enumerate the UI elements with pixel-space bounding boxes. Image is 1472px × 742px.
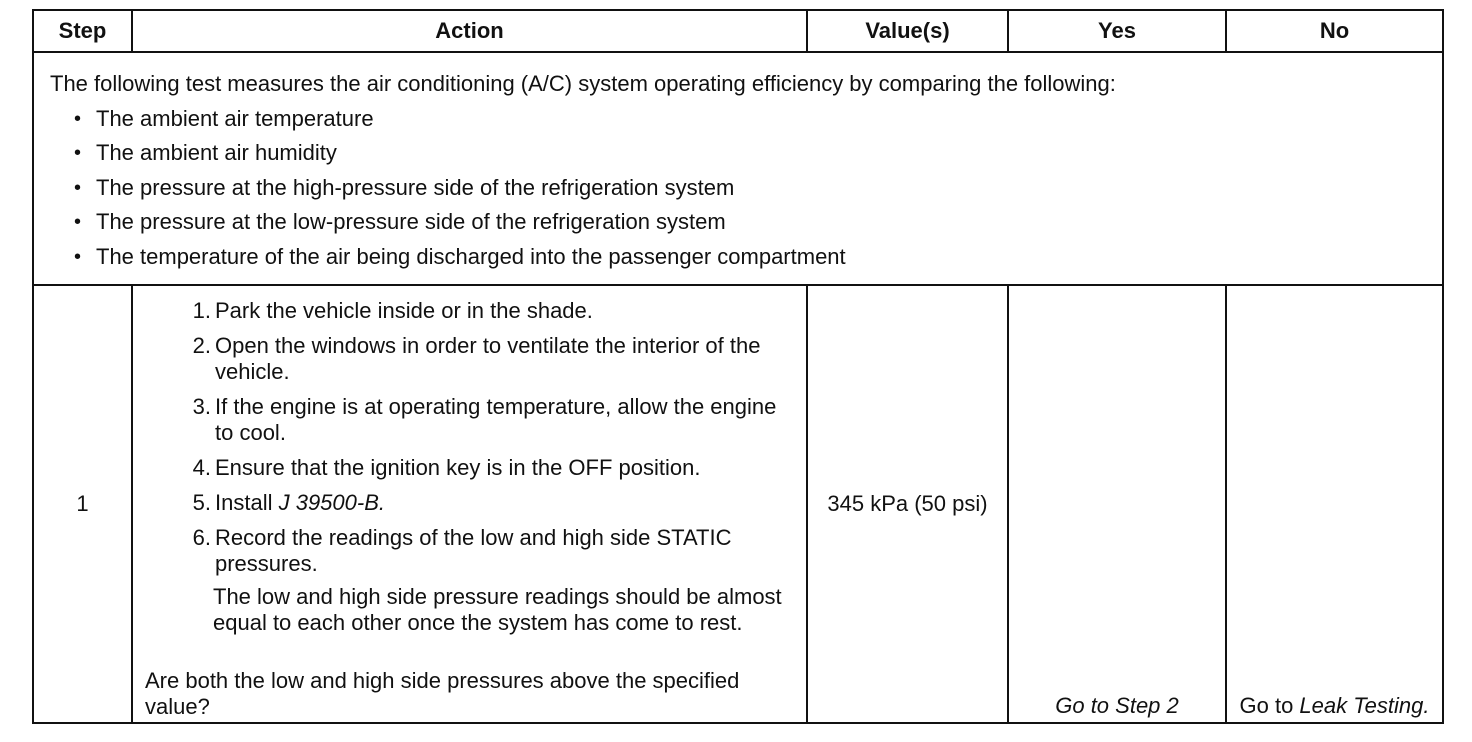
step-number: 1 [33, 285, 132, 723]
action-cell [132, 285, 807, 723]
action-item-number: 3. [192, 394, 211, 419]
intro-bullet: • The pressure at the low-pressure side of the refrigeration system [50, 205, 1442, 240]
header-action: Action [132, 10, 807, 52]
action-item-number: 6. [192, 525, 211, 550]
tool-reference: J 39500-B [278, 490, 379, 515]
action-item-text: If the engine is at operating temperature, allow the engine to cool. [215, 394, 777, 445]
action-item [145, 298, 796, 324]
yes-cell [1008, 285, 1226, 723]
intro-bullet: • The pressure at the high-pressure side of the refrigeration system [50, 171, 1442, 206]
action-note: The low and high side pressure readings should be almost equal to each other once the system has come to rest. [213, 584, 782, 635]
action-item-text-lead: Install [215, 490, 279, 515]
intro-cell [33, 52, 1443, 285]
action-item-text [213, 490, 796, 516]
action-item [145, 490, 796, 516]
action-item [145, 333, 796, 385]
action-item-number: 5. [192, 490, 211, 515]
action-item-text: Ensure that the ignition key is in the OFF position. [215, 455, 701, 480]
action-list [145, 298, 796, 577]
action-item-number: 4. [192, 455, 211, 480]
action-item [145, 394, 796, 446]
diagnostic-table [32, 9, 1444, 724]
action-item [145, 455, 796, 481]
intro-text: The following test measures the air conditioning (A/C) system operating efficiency by comparing the following: [50, 71, 1116, 96]
tool-reference-suffix: . [378, 490, 386, 515]
step-row [33, 285, 1443, 723]
action-item-text: Record the readings of the low and high side STATIC pressures. [215, 525, 732, 576]
no-cell [1226, 285, 1443, 723]
header-no: No [1226, 10, 1443, 52]
intro-bullet: • The ambient air humidity [50, 136, 1442, 171]
intro-row [33, 52, 1443, 285]
header-row [33, 10, 1443, 52]
intro-bullet-list [50, 102, 1442, 275]
action-item-number: 1. [192, 298, 211, 323]
header-step: Step [33, 10, 132, 52]
action-item-text: Open the windows in order to ventilate the interior of the vehicle. [215, 333, 761, 384]
intro-bullet: • The ambient air temperature [50, 102, 1442, 137]
action-item [145, 525, 796, 577]
action-item-number: 2. [192, 333, 211, 358]
no-link[interactable]: Leak Testing. [1299, 693, 1430, 718]
header-yes: Yes [1008, 10, 1226, 52]
no-prefix: Go to [1239, 693, 1300, 718]
intro-bullet: • The temperature of the air being discharged into the passenger compartment [50, 240, 1442, 275]
header-values: Value(s) [807, 10, 1008, 52]
action-question: Are both the low and high side pressures above the specified value? [145, 668, 740, 719]
yes-link[interactable]: Go to Step 2 [1055, 693, 1179, 718]
action-item-text: Park the vehicle inside or in the shade. [215, 298, 593, 323]
value-cell: 345 kPa (50 psi) [807, 285, 1008, 723]
